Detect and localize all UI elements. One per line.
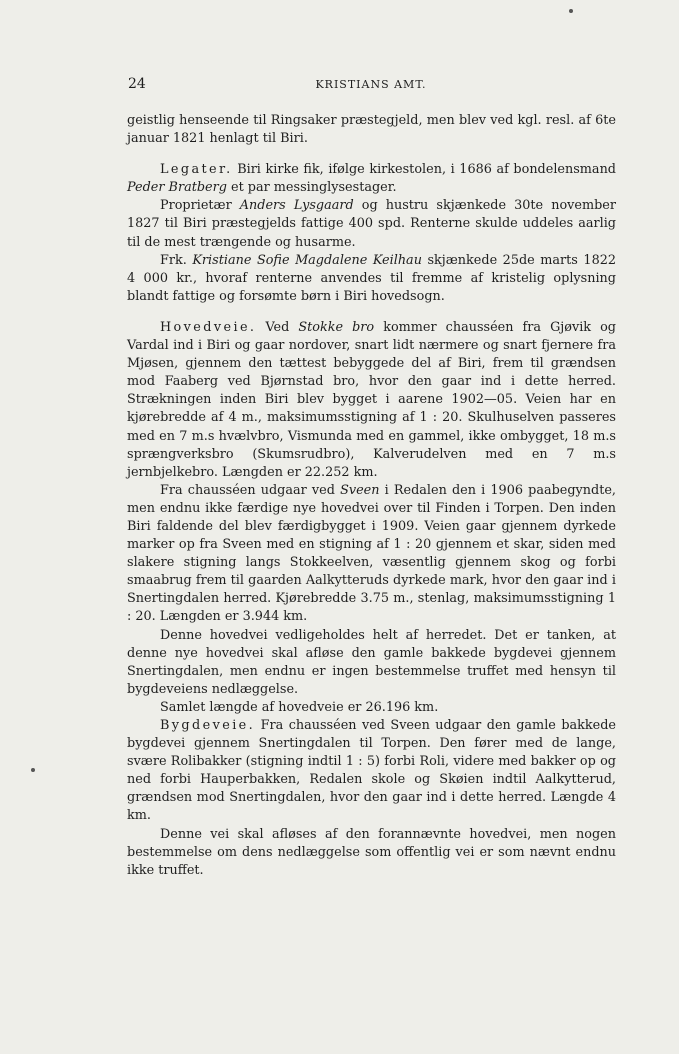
paragraph [127,627,616,699]
text-run: Ved [256,319,299,335]
section-heading: Bygdeveie. [160,718,256,733]
text-run: geistlig henseende til Ringsaker præstegjeld, men blev ved kgl. resl. af 6te januar 1821 henlagt til Biri. [127,113,616,147]
text-run: Fra chausséen udgaar ved [160,482,341,498]
text-run: og hustru skjænkede 30te november 1827 til Biri præstegjelds fattige 400 spd. Renterne skulde uddeles aarlig til de mest trængende og husarme. [127,198,616,250]
text-run: Proprietær [160,198,240,214]
page-header [128,76,614,96]
text-run: et par messinglysestager. [226,180,397,196]
paragraph [127,112,616,148]
paragraph [127,161,616,197]
italic-name: Sveen [340,482,380,498]
italic-name: Stokke bro [298,319,375,335]
speck [31,768,35,772]
paragraph [127,826,616,880]
page-number: 24 [128,76,146,92]
text-run: Denne vei skal afløses af den forannævnte hovedvei, men nogen bestemmelse om dens nedlæggelse som offentlig vei er som nævnt endnu ikke truffet. [127,826,616,878]
section-heading: Hovedveie. [160,319,257,335]
paragraph [127,717,616,826]
text-run: Frk. [160,252,193,268]
paragraph [127,252,616,306]
speck [569,9,573,13]
page-body [127,112,616,880]
text-run: i Redalen den i 1906 paabegyndte, men endnu ikke færdige nye hovedvei over til Finden i Torpen. Den inden Biri faldende del blev færdigbygget i 1909. Veien gaar gjennem dyrkede marker op fra Sveen med en stigning af 1 : 20 gjennem et skar, siden med slakere stigning langs Stokkeelven, væsentlig gjennem skog og forbi smaabrug frem til gaarden Aalkytteruds dyrkede mark, hvor den gaar ind i Snertingdalen herred. Kjørebredde 3.75 m., stenlag, maksimumsstigning 1 : 20. Længden er 3.944 km. [127,482,616,625]
text-run: kommer chausséen fra Gjøvik og Vardal ind i Biri og gaar nordover, snart lidt nærmere og snart fjernere fra Mjøsen, gjennem den tættest bebyggede del af Biri, frem til grændsen mod Faaberg ved Bjørnstad bro, hvor den gaar ind i dette herred. Strækningen inden Biri blev bygget i aarene 1902—05. Veien har en kjørebredde af 4 m., maksimumsstigning af 1 : 20. Skulhuselven passeres med en 7 m.s hvælvbro, Vismunda med en gammel, ikke ombygget, 18 m.s sprængverksbro (Skumsrudbro), Kalverudelven med en 7 m.s jernbjelkebro. Længden er 22.252 km. [127,319,617,480]
text-run: Fra chausséen ved Sveen udgaar den gamle bakkede bygdevei gjennem Snertingdalen til Torpen. Den fører med de lange, svære Rolibakker (stigning indtil 1 : 5) forbi Roli, videre med bakker op og ned forbi Hauperbakken, Redalen skole og Skøien indtil Aalkytterud, grændsen mod Snertingdalen, hvor den gaar ind i dette herred. Længde 4 km. [127,718,616,824]
paragraph [127,482,616,627]
paragraph [127,197,616,251]
italic-name: Peder Bratberg [127,180,227,196]
paragraph [127,699,616,717]
text-run: skjænkede 25de marts 1822 4 000 kr., hvoraf renterne anvendes til fremme af kristelig oplysning blandt fattige og forsømte børn i Biri hovedsogn. [127,252,616,304]
running-title: KRISTIANS AMT. [315,78,427,91]
text-run: Biri kirke fik, ifølge kirkestolen, i 1686 af bondelensmand [232,162,616,178]
text-run: Denne hovedvei vedligeholdes helt af herredet. Det er tanken, at denne nye hovedvei skal afløse den gamle bakkede bygdevei gjennem Snertingdalen, men endnu er ingen bestemmelse truffet med hensyn til bygdeveiens nedlæggelse. [127,627,616,697]
paragraph [127,319,616,482]
italic-name: Kristiane Sofie Magdalene Keilhau [192,252,422,268]
section-heading: Legater. [160,162,233,178]
italic-name: Anders Lysgaard [239,198,354,214]
text-run: Samlet længde af hovedveie er 26.196 km. [160,699,439,715]
